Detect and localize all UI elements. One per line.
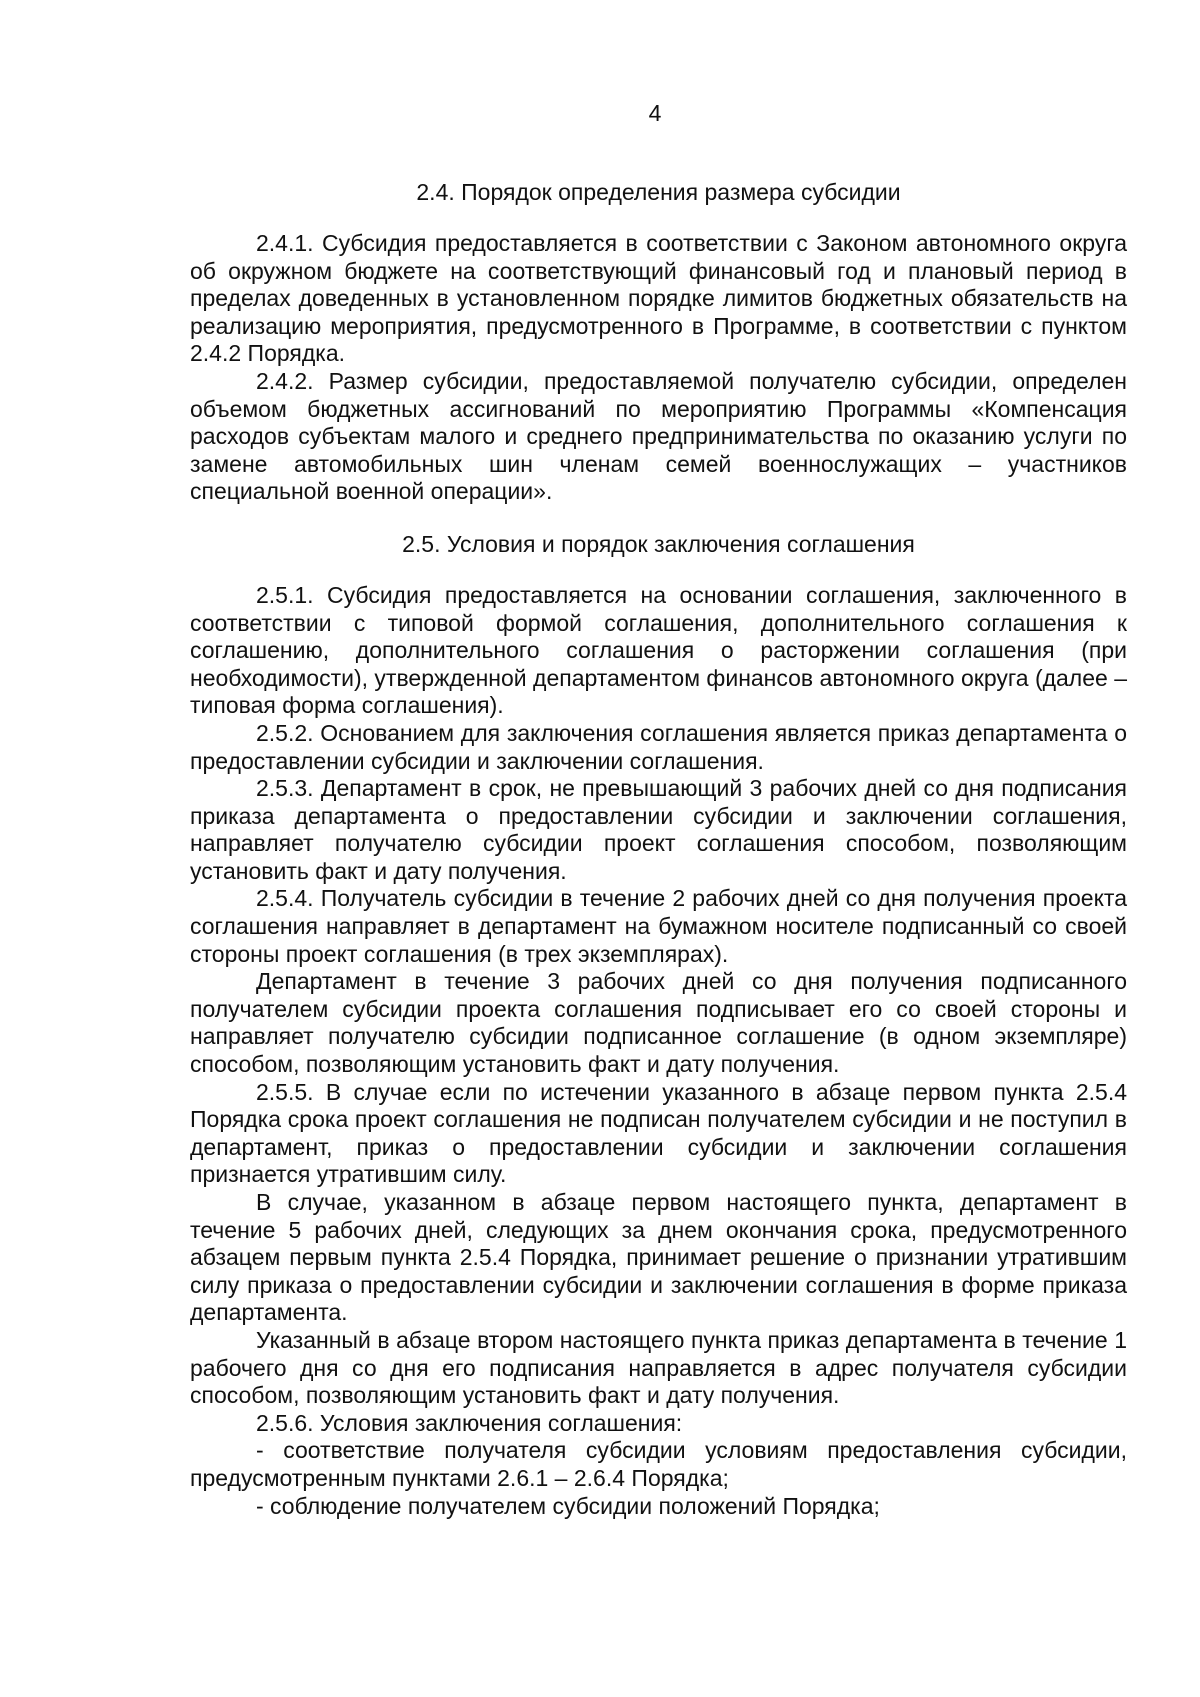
paragraph-2-5-5-b: В случае, указанном в абзаце первом настоящего пункта, департамент в течение 5 рабочих дней, следующих за днем окончания срока, предусмотренного абзацем первым пункта 2.5.4 Порядка, принимает решение о признании утратившим силу приказа о предоставлении субсидии и заключении соглашения в форме приказа департамента. (190, 1189, 1127, 1326)
section-heading-2-4: 2.4. Порядок определения размера субсидии (416, 179, 901, 205)
paragraph-2-5-3: 2.5.3. Департамент в срок, не превышающий 3 рабочих дней со дня подписания приказа департамента о предоставлении субсидии и заключении соглашения, направляет получателю субсидии проект соглашения способом, позволяющим установить факт и дату получения. (190, 775, 1127, 884)
section-heading-2-5: 2.5. Условия и порядок заключения соглашения (402, 530, 915, 557)
document-body (190, 178, 1127, 1520)
paragraph-2-5-4-b: Департамент в течение 3 рабочих дней со дня получения подписанного получателем субсидии проекта соглашения подписывает его со своей стороны и направляет получателю субсидии подписанное соглашение (в одном экземпляре) способом, позволяющим установить факт и дату получения. (190, 968, 1127, 1078)
paragraph-2-5-5: 2.5.5. В случае если по истечении указанного в абзаце первом пункта 2.5.4 Порядка срока проект соглашения не подписан получателем субсидии и не поступил в департамент, приказ о предоставлении субсидии и заключении соглашения признается утратившим силу. (190, 1078, 1127, 1188)
paragraph-2-5-4: 2.5.4. Получатель субсидии в течение 2 рабочих дней со дня получения проекта соглашения направляет в департамент на бумажном носителе подписанный со своей стороны проект соглашения (в трех экземплярах). (190, 885, 1127, 967)
paragraph-2-5-1: 2.5.1. Субсидия предоставляется на основании соглашения, заключенного в соответствии с типовой формой соглашения, дополнительного соглашения к соглашению, дополнительного соглашения о расторжении соглашения (при необходимости), утвержденной департаментом финансов автономного округа (далее – типовая форма соглашения). (190, 581, 1127, 719)
paragraph-2-5-2: 2.5.2. Основанием для заключения соглашения является приказ департамента о предоставлении субсидии и заключении соглашения. (190, 719, 1127, 774)
list-item-condition-2: - соблюдение получателем субсидии положений Порядка; (256, 1492, 880, 1519)
list-item-condition-1: - соответствие получателя субсидии условиям предоставления субсидии, предусмотренным пунктами 2.6.1 – 2.6.4 Порядка; (190, 1437, 1127, 1491)
paragraph-2-4-2: 2.4.2. Размер субсидии, предоставляемой получателю субсидии, определен объемом бюджетных ассигнований по мероприятию Программы «Компенсация расходов субъектам малого и среднего предпринимательства по оказанию услуги по замене автомобильных шин членам семей военнослужащих – участников специальной военной операции». (190, 367, 1127, 505)
paragraph-2-5-5-c: Указанный в абзаце втором настоящего пункта приказ департамента в течение 1 рабочего дня со дня его подписания направляется в адрес получателя субсидии способом, позволяющим установить факт и дату получения. (190, 1326, 1127, 1409)
page-number: 4 (648, 100, 662, 126)
paragraph-2-4-1: 2.4.1. Субсидия предоставляется в соответствии с Законом автономного округа об окружном бюджете на соответствующий финансовый год и плановый период в пределах доведенных в установленном порядке лимитов бюджетных обязательств на реализацию мероприятия, предусмотренного в Программе, в соответствии с пунктом 2.4.2 Порядка. (190, 230, 1127, 367)
paragraph-2-5-6: 2.5.6. Условия заключения соглашения: (256, 1409, 683, 1436)
